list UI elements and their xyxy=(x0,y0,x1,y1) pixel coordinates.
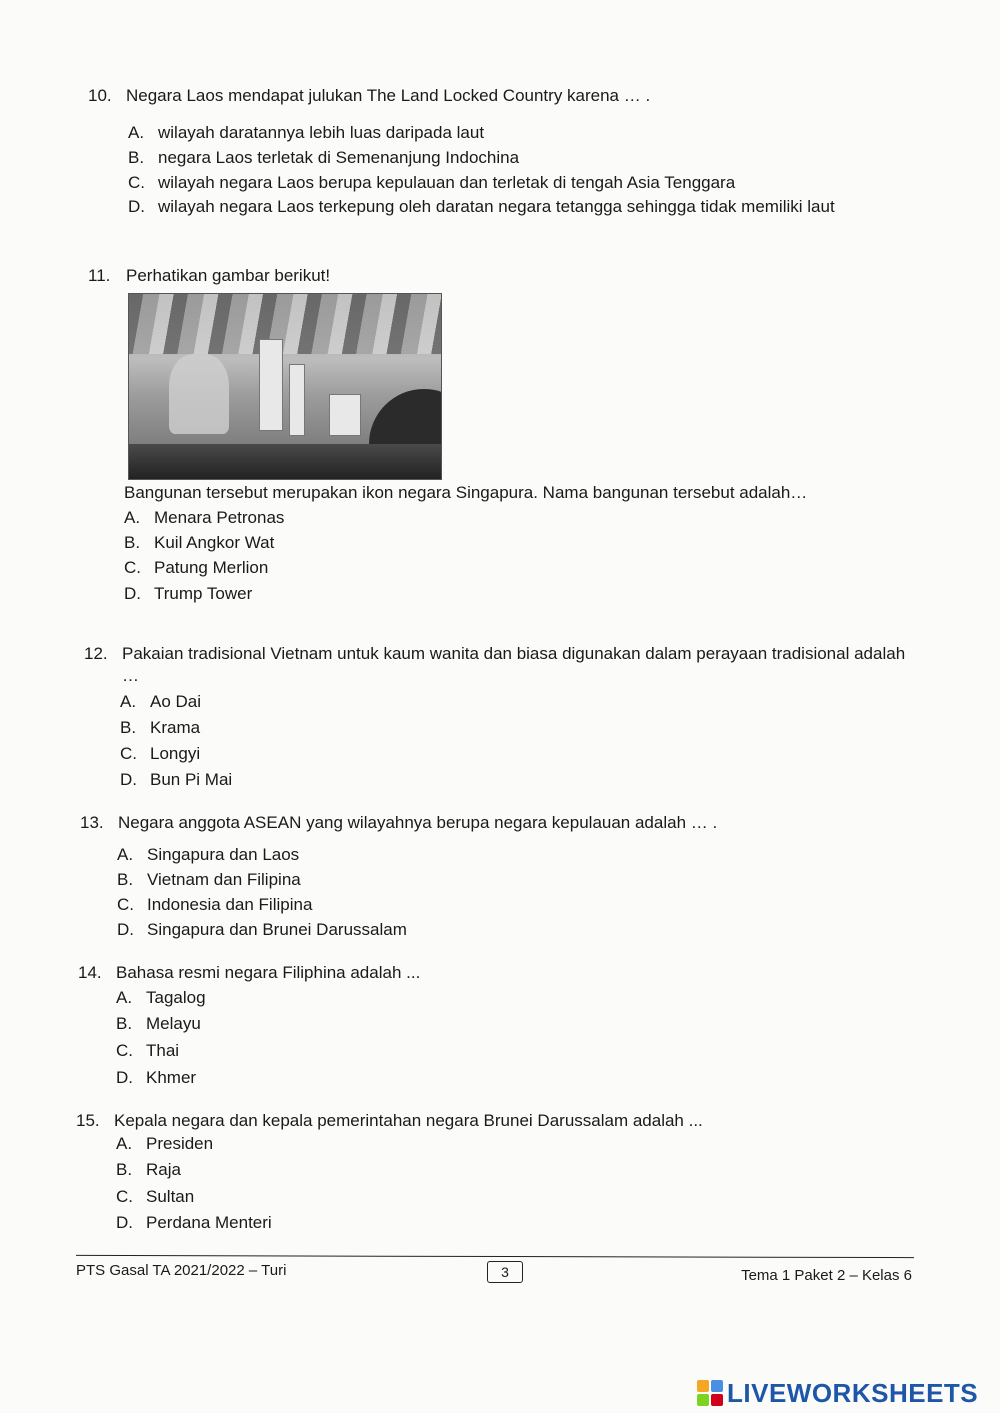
liveworksheets-logo-icon xyxy=(697,1380,723,1406)
option-letter: D. xyxy=(120,770,137,789)
option-text: Thai xyxy=(146,1041,180,1060)
option-letter: B. xyxy=(117,870,134,889)
liveworksheets-brand xyxy=(697,1378,978,1408)
question-number: 10. xyxy=(88,86,112,105)
option-text: Bun Pi Mai xyxy=(150,770,233,789)
option-letter: A. xyxy=(116,1134,133,1153)
option-c[interactable] xyxy=(124,557,268,579)
question-number: 12. xyxy=(84,644,108,663)
question-stem: Negara Laos mendapat julukan The Land Locked Country karena … . xyxy=(126,86,651,105)
option-letter: A. xyxy=(120,692,137,711)
option-b[interactable] xyxy=(116,1013,201,1035)
option-d[interactable] xyxy=(128,196,918,218)
question-stem: Pakaian tradisional Vietnam untuk kaum wanita dan biasa digunakan dalam perayaan tradisional adalah … xyxy=(122,644,906,685)
option-text: Raja xyxy=(146,1160,181,1179)
option-a[interactable] xyxy=(116,1133,213,1155)
option-letter: A. xyxy=(116,988,133,1007)
option-text: Perdana Menteri xyxy=(146,1213,272,1232)
option-c[interactable] xyxy=(116,1040,179,1062)
option-text: Trump Tower xyxy=(154,584,253,603)
option-letter: B. xyxy=(116,1014,133,1033)
footer-theme-label: Tema 1 Paket 2 – Kelas 6 xyxy=(741,1267,912,1284)
option-letter: A. xyxy=(124,508,141,527)
option-letter: C. xyxy=(128,173,145,192)
option-text: Singapura dan Brunei Darussalam xyxy=(147,920,407,939)
question-caption: Bangunan tersebut merupakan ikon negara Singapura. Nama bangunan tersebut adalah… xyxy=(124,483,808,502)
option-c[interactable] xyxy=(117,894,312,916)
option-text: Melayu xyxy=(146,1014,201,1033)
option-text: Khmer xyxy=(146,1068,197,1087)
question-number: 15. xyxy=(76,1111,100,1130)
option-letter: B. xyxy=(124,533,141,552)
option-a[interactable] xyxy=(120,691,201,713)
option-text: Krama xyxy=(150,718,201,737)
option-b[interactable] xyxy=(128,147,519,169)
option-text: Singapura dan Laos xyxy=(147,845,300,864)
option-letter: D. xyxy=(124,584,141,603)
question-stem: Bahasa resmi negara Filiphina adalah ... xyxy=(116,963,421,982)
option-letter: A. xyxy=(128,123,145,142)
option-c[interactable] xyxy=(116,1186,194,1208)
option-text: Menara Petronas xyxy=(154,508,285,527)
question-number: 13. xyxy=(80,813,104,832)
option-a[interactable] xyxy=(116,987,206,1009)
option-letter: B. xyxy=(116,1160,133,1179)
option-d[interactable] xyxy=(116,1212,272,1234)
option-letter: B. xyxy=(128,148,145,167)
option-letter: D. xyxy=(116,1213,133,1232)
option-text: Kuil Angkor Wat xyxy=(154,533,275,552)
option-b[interactable] xyxy=(117,869,301,891)
option-text: Longyi xyxy=(150,744,201,763)
option-text: Ao Dai xyxy=(150,692,202,711)
option-letter: D. xyxy=(116,1068,133,1087)
footer-exam-label: PTS Gasal TA 2021/2022 – Turi xyxy=(76,1262,287,1279)
option-letter: C. xyxy=(120,744,137,763)
option-letter: C. xyxy=(116,1187,133,1206)
question-number: 11. xyxy=(88,266,111,285)
option-text: Presiden xyxy=(146,1134,214,1153)
option-text: Sultan xyxy=(146,1187,195,1206)
merlion-photo xyxy=(128,293,442,480)
option-text: Patung Merlion xyxy=(154,558,269,577)
option-letter: B. xyxy=(120,718,137,737)
option-text: Tagalog xyxy=(146,988,206,1007)
option-a[interactable] xyxy=(128,122,484,144)
page-number: 3 xyxy=(487,1261,523,1283)
option-letter: C. xyxy=(117,895,134,914)
option-d[interactable] xyxy=(120,769,232,791)
option-b[interactable] xyxy=(124,532,274,554)
option-letter: C. xyxy=(116,1041,133,1060)
option-text: wilayah negara Laos berupa kepulauan dan terletak di tengah Asia Tenggara xyxy=(158,173,736,192)
option-d[interactable] xyxy=(117,919,407,941)
question-number: 14. xyxy=(78,963,102,982)
option-letter: C. xyxy=(124,558,141,577)
option-text: Indonesia dan Filipina xyxy=(147,895,313,914)
option-a[interactable] xyxy=(117,844,299,866)
option-b[interactable] xyxy=(116,1159,181,1181)
option-text: wilayah negara Laos terkepung oleh daratan negara tetangga sehingga tidak memiliki laut xyxy=(158,197,835,216)
option-d[interactable] xyxy=(116,1067,196,1089)
question-stem: Perhatikan gambar berikut! xyxy=(126,266,331,285)
option-text: wilayah daratannya lebih luas daripada laut xyxy=(158,123,485,142)
option-letter: D. xyxy=(128,197,145,216)
question-stem: Kepala negara dan kepala pemerintahan negara Brunei Darussalam adalah ... xyxy=(114,1111,703,1130)
option-letter: D. xyxy=(117,920,134,939)
option-d[interactable] xyxy=(124,583,252,605)
option-letter: A. xyxy=(117,845,134,864)
option-c[interactable] xyxy=(120,743,200,765)
option-c[interactable] xyxy=(128,172,735,194)
brand-wordmark: LIVEWORKSHEETS xyxy=(727,1377,979,1408)
option-b[interactable] xyxy=(120,717,200,739)
question-stem: Negara anggota ASEAN yang wilayahnya berupa negara kepulauan adalah … . xyxy=(118,813,718,832)
option-a[interactable] xyxy=(124,507,284,529)
footer-divider xyxy=(76,1255,914,1258)
option-text: negara Laos terletak di Semenanjung Indochina xyxy=(158,148,520,167)
option-text: Vietnam dan Filipina xyxy=(147,870,301,889)
